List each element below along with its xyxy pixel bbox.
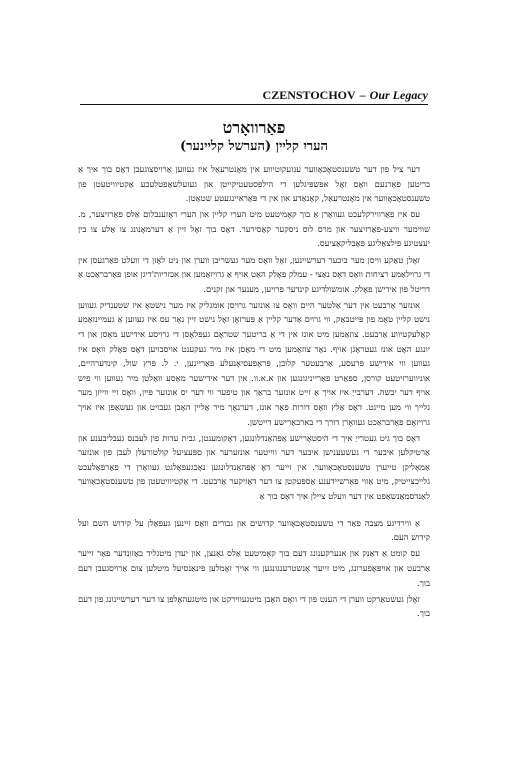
page-title: פאַרוואָרט [222,118,286,137]
paragraph: עס קומט אַ דאַנק און אנערקענונג דעם בוך קאָמיטעט אַלס גאַנצן, און יעדן מיטגליד באַזונדער פאַר זייער אַרבעט און אויפּאָפערונג, מיט זייער אָנשטרענגונגען ווי אויך זאָמלען פינאַנסיעל מיטלען צום אַרויסגעבן דעם בוך. [78,548,430,588]
header-rule [80,104,428,105]
paragraph: אונזער אַרבעט אין דער אַלטער היים וואָס צו אונזער גרויסן אומגליק איז מער נישטאָ איז שטענדיק געווען נישט קליין טאָמ פון פּייטבאַק, ווי גרויס אַדער קליין אַ פּערזאָן זאָל נישט זיין נאָר עס איז געווען אַ געמיינזאַמע קאָלעקטיווע אַרבעט. צוזאַמען מיט אונז אין די אַ בריטער שטראָם געפּלאָסן די גרויסע אידישע מאַסן און די יונגע האָט אונז געטראָגן אויף. נאָר צוזאַמען מיט די מאַסן איז מיר געקענט אויסבויען דאָס פאָלק וואָס איז געווען וויִ אידישע פּרעסע, אַרבעטער קלובן, פּראָפעסיאָנעלע פאַריינען, י. ל. פּרץ שול, קינדערהיים, אוניווערזיטעט קורסן, ספּאַרט פאַרייניגונגען און א.א.וו. אין דער אידישער מאַסע וואָלטן מיר געווען ווי פיש אויף דער יבשה. דערבייַ איז אויך אַ זייט אונזער בראַך און טיפער ווי דער יס אונזער פּיין, וואָס זיי ווייזן מער גלייך ווי מען מיינט. דאָס אַלץ וואָס דורות פאַר אונז, דערנאָך מיר אַליין האָבן געבויט און געשאַפן איז אויך גרויזאַם פאַרבראַכט געוואָרן דורך די בארבאַרישע דייטשן. [78,299,430,427]
paragraph: זאָלן געשטאַרקט ווערן די הענט פון די וואָס האָבן מיטגעווירקט און מיטגעהאָלפן צו דער דערשיינונג פון דעם בוך. [78,593,430,619]
foreword-body [78,162,430,622]
paragraph: אַ ווירדיגע מצבה פאַר די טשענסטאָכאָווער קדושים און גבורים וואָס זיינען געפאַלן על קידוש השם ועל קידוש העם. [78,517,430,543]
paragraph: עס איז פאַרווירקלעכט געוואָרן אַ בוך קאָמיטעט מיט העריִ קליין און הערי ראַזענבלום אַלס פאַרזיצער, מ. שווימער וויצע-פאַרזיצער און מרס לוס ניסקער קאַסירער. דאָס בוך זאָל זיין אַ דערמאָנונג צו אַלע צו בין יעצטיגע פילצאַליגע פּאַבליקאַציעס. [78,209,430,249]
paragraph: דאָס בוך גיט געטרייַ איך די היסטאָרישע אַפּהאַנדלונגען, דאָקומענטן, גבית עדות פון לעבנס געבליבענע און אַרטיקלען איבער די געשעענישן איבער דער ווייטער אונזערער און ספּעציעל קולטורעלן לעבן פון אונזער אַמאָליקן טייערן טשענסטאָכאָווער. אין זייער דאָ אָפּהאַנדלונגען נאָכגעפאָלגט געוואָרן די פאַרפאַלעכט גלייכצייטיק, מיט אַזוי פאַרשיידענע אַספּעקטן צו דער דאַזיקער אַרבעט. די אַקטיוויטעטן פון טשענסטאָכאָווער לאַנדסמאַנשאַפט אין דער וועלט ציילן איך דאָס בוך אַ [78,432,430,502]
running-head-legacy: Our Legacy [369,88,428,102]
running-head-city: CZENSTOCHOV [262,88,356,102]
running-head-dash: – [359,88,366,102]
running-head [80,88,428,103]
paragraph: דער ציל פון דער טשענסטאָכאָווער עגזעקוטיווע אין מאָנטרעאַל איז געווען אַרויסצוגעבן דאָס בוך איך אַ בריטען פאַרנעם וואָס זאָל אפּשפּיגלען די הילפּסטעטיקייטן און געזעלשאַפטלעכע אַקטיוויטעטן פון טשענסטאָכאָווער אין מאָנטרעאַל, קאַנאַדע און אין די פּאַראיינגעטע שטאַטן. [78,164,430,204]
page-subtitle: העריִ קליין (הערשל קליינער) [179,139,328,154]
paragraph: זאָלן טאַקע וויסן מער ביכער דערשיינען, זאָל וואָס מער געשריבן ווערן און ניט לאָזן די וועלט פאַרגעסן אין די גרוילאַמע רציחות וואָס דאָס נאַצי - עמלק פאָלק האָט אויף אַ גרויזאַמען און אכזריות'דיגן אופן פאַרבראַכט אַ דריטל פון אידישן פאָלק. אומשולדיגע קינדער פּרויען, מענער און זקנים. [78,254,430,294]
